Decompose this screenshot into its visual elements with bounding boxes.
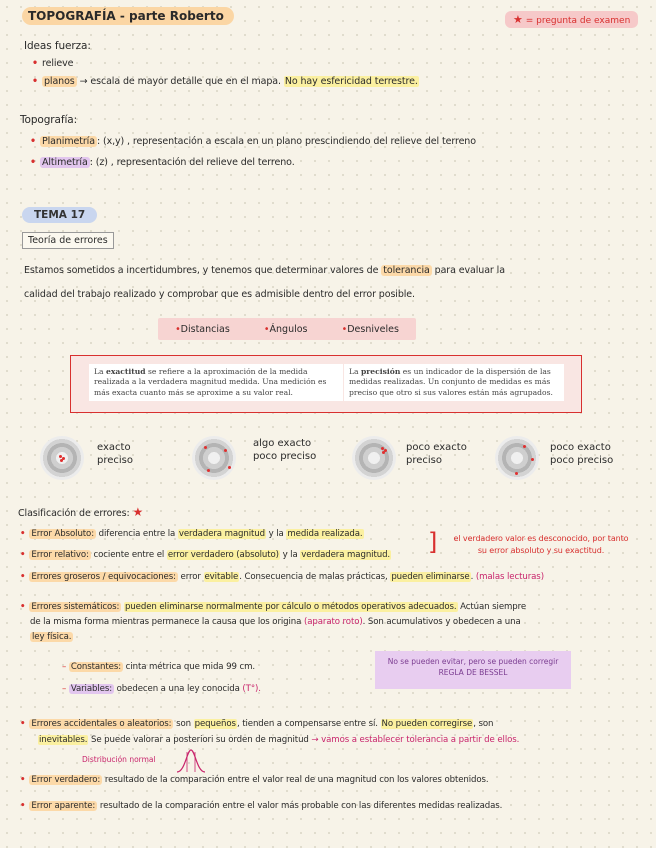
target-label-2: algo exacto poco preciso (253, 438, 317, 462)
precision-term: precisión (360, 367, 401, 376)
precision-definition: La precisión es un indicador de la dispersión de las medidas realizadas. Un conjunto de medidas es más preciso que otro si sus valores están más agrupados. (344, 364, 564, 401)
error-absoluto-term: Error Absoluto: (31, 529, 95, 539)
exactitud-definition: La exactitud se refiere a la aproximación de la medida realizada a la verdadera magnitud medida. Una medición es más exacta cuanto más se aproxime a su valor real. (89, 364, 343, 401)
bullet-dot-icon: • (30, 157, 36, 168)
intro-line2: calidad del trabajo realizado y comprobar que es admisible dentro del error posible. (24, 289, 415, 300)
bullet-dot-icon: • (32, 76, 38, 87)
planos-text: → escala de mayor detalle que en el mapa. (79, 76, 281, 87)
error-verdadero-term: Error verdadero: (31, 775, 101, 785)
tema-label: TEMA 17 (22, 207, 97, 223)
clasificacion-heading: Clasificación de errores: ★ (18, 505, 144, 519)
bullet-dot-icon: • (30, 136, 36, 147)
intro-text: Estamos sometidos a incertidumbres, y tenemos que determinar valores de (24, 265, 382, 276)
planos-highlight: No hay esfericidad terrestre. (284, 76, 418, 87)
ideas-item-planos (32, 76, 419, 87)
star-icon: ★ (132, 505, 144, 519)
definitions-box (70, 355, 582, 413)
normal-distribution-icon (176, 748, 206, 774)
error-relativo-term: Error relativo: (31, 550, 89, 560)
intro-line1 (24, 265, 634, 276)
bracket-icon: ] (428, 528, 438, 556)
measure-tags (158, 318, 416, 340)
error-aparente-item: • Error aparente: resultado de la comparación entre el valor más probable con las diferentes medidas realizadas. (20, 801, 503, 811)
target-exacto-preciso (40, 436, 84, 480)
planos-term: planos (43, 76, 75, 87)
topografia-heading: Topografía: (20, 114, 78, 126)
errores-groseros-item: • Errores groseros / equivocaciones: error evitable. Consecuencia de malas prácticas, pueden eliminarse. (malas lecturas) (20, 572, 544, 582)
tag-item: •Ángulos (263, 323, 308, 335)
variables-term: Variables: (70, 684, 113, 694)
bessel-box: No se pueden evitar, pero se pueden corregir REGLA DE BESSEL (375, 651, 571, 689)
target-label-1: exacto preciso (97, 442, 133, 466)
star-icon: ★ (513, 13, 523, 26)
planimetria-term: Planimetría (41, 136, 95, 147)
bullet-dot-icon: • (32, 58, 38, 69)
legend-text: = pregunta de examen (525, 16, 631, 26)
target-label-3: poco exacto preciso (406, 442, 467, 466)
errores-accidentales-item: • Errores accidentales o aleatorios: son pequeños, tienden a compensarse entre sí. No pueden corregirse, son inevitables. Se puede valorar a posteriori su orden de magnitud → vamos a establecer tolerancia a partir de ellos. (20, 719, 520, 746)
ideas-item-label: relieve (41, 58, 74, 69)
altimetria-term: Altimetría (41, 157, 88, 168)
errores-sistematicos-item: • Errores sistemáticos: pueden eliminarse normalmente por cálculo o métodos operativos adecuados. Actúan siempre de la misma forma mientras permanece la causa que los origina (aparato roto). Son acumulativos y obedecen a una ley física. (20, 602, 527, 643)
errores-sistematicos-term: Errores sistemáticos: (31, 602, 120, 612)
ideas-item-relieve (32, 58, 73, 69)
constantes-term: Constantes: (70, 662, 122, 672)
altimetria-item (30, 157, 295, 168)
error-verdadero-item: • Error verdadero: resultado de la comparación entre el valor real de una magnitud con los valores obtenidos. (20, 775, 489, 785)
exactitud-term: exactitud (105, 367, 146, 376)
planimetria-item (30, 136, 476, 147)
planimetria-text: : (x,y) , representación a escala en un plano prescindiendo del relieve del terreno (96, 136, 476, 147)
target-poco-exacto-preciso (352, 436, 396, 480)
variables-item: – Variables: obedecen a una ley conocida (T°). (62, 684, 261, 694)
errores-groseros-term: Errores groseros / equivocaciones: (31, 572, 176, 582)
tolerancia-highlight: tolerancia (383, 265, 430, 276)
intro-text: para evaluar la (431, 265, 505, 276)
page-title: TOPOGRAFÍA - parte Roberto (22, 7, 234, 25)
exam-legend (505, 11, 638, 28)
tag-item: •Distancias (175, 323, 230, 335)
ideas-heading: Ideas fuerza: (24, 40, 91, 52)
errores-accidentales-term: Errores accidentales o aleatorios: (31, 719, 172, 729)
target-label-4: poco exacto poco preciso (550, 442, 614, 466)
tema-subtitle: Teoría de errores (22, 232, 114, 249)
target-algo-exacto (192, 436, 236, 480)
bracket-note: el verdadero valor es desconocido, por tanto su error absoluto y su exactitud. (453, 534, 629, 555)
altimetria-text: : (z) , representación del relieve del terreno. (89, 157, 295, 168)
distribucion-normal-label: Distribución normal (82, 755, 156, 764)
constantes-item: – Constantes: cinta métrica que mida 99 cm. (62, 662, 256, 672)
error-relativo-item: • Error relativo: cociente entre el error verdadero (absoluto) y la verdadera magnitud. (20, 550, 391, 560)
tag-item: •Desniveles (341, 323, 399, 335)
error-absoluto-item: • Error Absoluto: diferencia entre la verdadera magnitud y la medida realizada. (20, 529, 363, 539)
error-aparente-term: Error aparente: (31, 801, 96, 811)
target-poco-exacto-poco-preciso (495, 436, 539, 480)
